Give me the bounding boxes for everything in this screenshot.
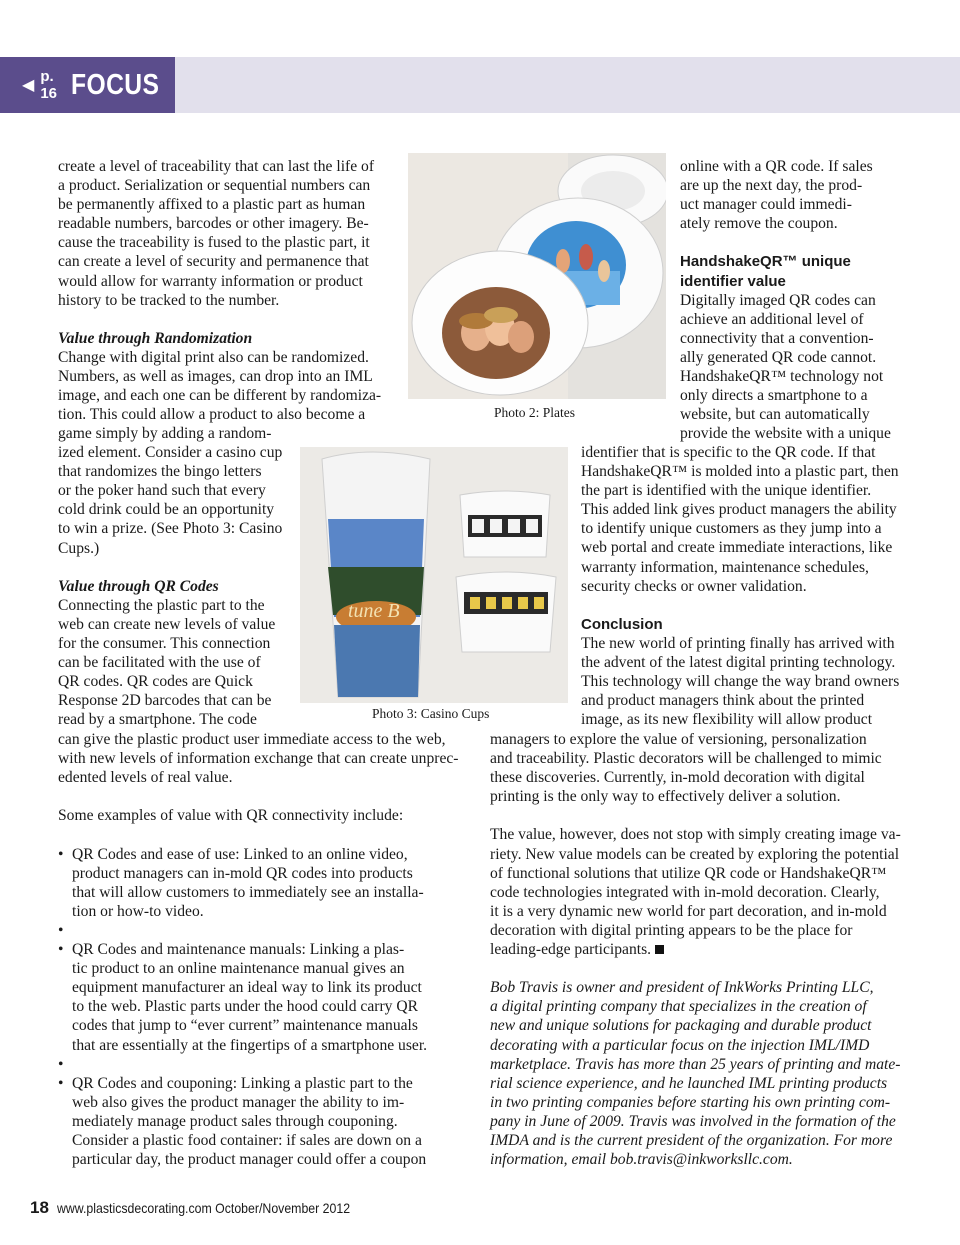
- list-item: [58, 1074, 471, 1169]
- text-line: • QR Codes and maintenance manuals: Linking a plas-: [72, 941, 405, 959]
- page-number: 18: [30, 1198, 49, 1217]
- text-line: a digital printing company that specializes in the creation of: [490, 998, 867, 1016]
- examples-intro: Some examples of value with QR connectivity include:: [58, 807, 404, 825]
- text-line: the part is identified with the unique identifier.: [581, 482, 872, 500]
- handshake-heading-line2: identifier value: [680, 272, 786, 290]
- text-line: • QR Codes and ease of use: Linked to an online video,: [72, 845, 408, 863]
- photo2-caption: Photo 2: Plates: [494, 405, 576, 420]
- text-line: or the poker hand such that every: [58, 482, 266, 500]
- text-line: product managers can in-mold QR codes into products: [72, 864, 413, 882]
- text-line: pany in June of 2009. Travis was involved in the formation of the: [490, 1112, 896, 1130]
- text-line: readable numbers, barcodes or other imagery. Be-: [58, 215, 369, 233]
- text-line: with new levels of information exchange that can create unprec-: [58, 750, 459, 768]
- text-line: game simply by adding a random-: [58, 425, 272, 442]
- text-line: are up the next day, the prod-: [680, 177, 863, 195]
- text-line: in two printing companies before starting his own printing com-: [490, 1093, 891, 1111]
- text-line: edented levels of real value.: [58, 769, 233, 787]
- text-line: tic product to an online maintenance manual gives an: [72, 960, 405, 978]
- text-line: ally generated QR code cannot.: [680, 348, 877, 366]
- qr-heading: Value through QR Codes: [58, 577, 219, 595]
- text-line: and traceability. Plastic decorators will be challenged to mimic: [490, 750, 882, 768]
- text-line: a product. Serialization or sequential numbers can: [58, 177, 371, 195]
- text-line: marketplace. Travis has more than 25 years of printing and mate-: [490, 1055, 901, 1073]
- text-line: Connecting the plastic part to the: [58, 596, 265, 614]
- text-line: be permanently affixed to a plastic part as human: [58, 196, 366, 214]
- text-line: achieve an additional level of: [680, 310, 864, 328]
- end-mark-icon: [655, 945, 664, 954]
- text-line: web also gives the product manager the ability to im-: [72, 1093, 405, 1111]
- text-line: codes that jump to “ever current” maintenance manuals: [72, 1017, 418, 1035]
- text-line: only directs a smartphone to a: [680, 387, 868, 405]
- text-line: identifier that is specific to the QR code. If that: [581, 444, 876, 461]
- text-line: connectivity that a convention-: [680, 329, 874, 347]
- text-line: This added link gives product managers the ability: [581, 501, 897, 519]
- text-line: warranty information, maintenance schedules,: [581, 558, 869, 576]
- text-line: cold drink could be an opportunity: [58, 501, 275, 519]
- right-column-top: [680, 157, 902, 443]
- text-line: ately remove the coupon.: [680, 215, 838, 233]
- text-line: code technologies integrated with in-mold decoration. Clearly,: [490, 883, 880, 901]
- text-line: online with a QR code. If sales: [680, 158, 873, 175]
- text-line: to the web. Plastic parts under the hood could carry QR: [72, 998, 419, 1016]
- text-line: decorating with a particular focus on the injection IML/IMD: [490, 1036, 870, 1054]
- text-line: • QR Codes and couponing: Linking a plastic part to the: [72, 1074, 413, 1092]
- text-line: tion. This could allow a product to also become a: [58, 406, 366, 424]
- right-column-bottom: [490, 730, 902, 1169]
- author-bio: [490, 978, 902, 1169]
- text-line: HandshakeQR™ technology not: [680, 368, 884, 386]
- casino-cups-illustration: [300, 447, 568, 703]
- text-line: of functional solutions that utilize QR code or HandshakeQR™: [490, 864, 887, 882]
- text-line: rial science experience, and he launched IML printing products: [490, 1074, 888, 1092]
- footer: [30, 1198, 390, 1218]
- text-line: that will allow customers to immediately see an installa-: [72, 883, 424, 901]
- text-line: can create a level of security and permanence that: [58, 253, 369, 271]
- text-line: web can create new levels of value: [58, 615, 276, 633]
- text-line: read by a smartphone. The code: [58, 711, 257, 729]
- text-line: cause the traceability is fused to the plastic part, it: [58, 234, 370, 252]
- text-line: security checks or owner validation.: [581, 577, 807, 595]
- text-line: and product managers think about the printed: [581, 692, 865, 710]
- text-line: Numbers, as well as images, can drop into an IML: [58, 368, 373, 386]
- text-line: ized element. Consider a casino cup: [58, 444, 283, 462]
- text-line: history to be tracked to the number.: [58, 291, 280, 309]
- left-column-top: [58, 157, 394, 424]
- list-item: [58, 845, 471, 921]
- text-line: new and unique solutions for packaging and durable product: [490, 1017, 872, 1035]
- text-line: image, as its new flexibility will allow product: [581, 711, 873, 729]
- text-line: Bob Travis is owner and president of InkWorks Printing LLC,: [490, 979, 874, 997]
- list-spacer: [58, 921, 471, 940]
- text-line: that are essentially at the fingertips of a smartphone user.: [72, 1036, 428, 1054]
- text-line: provide the website with a unique: [680, 425, 891, 443]
- text-line: would allow for warranty information or product: [58, 272, 363, 290]
- section-title: FOCUS: [71, 68, 160, 101]
- text-line: This technology will change the way brand owners: [581, 673, 900, 691]
- text-line: riety. New value models can be created by exploring the potential: [490, 845, 900, 863]
- text-line: information, email bob.travis@inkworksllc.com.: [490, 1151, 793, 1169]
- left-column-bottom: [58, 730, 471, 1169]
- text-line: decoration with digital printing appears to be the place for: [490, 921, 853, 939]
- text-line: Consider a plastic food container: if sales are down on a: [72, 1131, 422, 1149]
- text-line: The new world of printing finally has arrived with: [581, 634, 895, 652]
- text-line: mediately manage product sales through couponing.: [72, 1112, 398, 1130]
- text-line-end: leading-edge participants.: [490, 941, 652, 959]
- left-arrow-icon[interactable]: ◀: [22, 77, 35, 94]
- photo3-caption: Photo 3: Casino Cups: [372, 706, 490, 721]
- handshake-heading: HandshakeQR™ unique: [680, 253, 851, 271]
- text-line: to win a prize. (See Photo 3: Casino: [58, 520, 283, 538]
- text-line: that randomizes the bingo letters: [58, 463, 262, 481]
- text-line: printing is the only way to effectively deliver a solution.: [490, 788, 841, 806]
- text-line: can be facilitated with the use of: [58, 654, 261, 672]
- text-line: Response 2D barcodes that can be: [58, 692, 272, 710]
- text-line: for the consumer. This connection: [58, 635, 271, 653]
- conclusion-heading: Conclusion: [581, 615, 663, 633]
- examples-list: [58, 845, 471, 1170]
- text-line: The value, however, does not stop with simply creating image va-: [490, 826, 901, 844]
- text-line: managers to explore the value of versioning, personalization: [490, 731, 867, 748]
- text-line: web portal and create immediate interactions, like: [581, 539, 893, 557]
- randomization-heading: Value through Randomization: [58, 329, 253, 347]
- text-line: these discoveries. Currently, in-mold decoration with digital: [490, 769, 865, 787]
- left-column-narrow: [58, 424, 288, 730]
- plates-photo: [408, 153, 666, 399]
- text-line: tion or how-to video.: [72, 902, 204, 920]
- text-line: create a level of traceability that can last the life of: [58, 158, 375, 175]
- text-line: can give the plastic product user immediate access to the web,: [58, 731, 446, 748]
- svg-text:tune B: tune B: [348, 600, 400, 622]
- text-line: [490, 940, 902, 959]
- text-line: particular day, the product manager could offer a coupon: [72, 1151, 427, 1169]
- text-line: the advent of the latest digital printing technology.: [581, 654, 896, 672]
- text-line: image, and each one can be different by randomiza-: [58, 387, 382, 405]
- list-spacer: [58, 1055, 471, 1074]
- footer-text[interactable]: www.plasticsdecorating.com October/November 2012: [56, 1200, 351, 1216]
- text-line: Cups.): [58, 539, 100, 557]
- text-line: Change with digital print also can be randomized.: [58, 348, 369, 366]
- text-line: Digitally imaged QR codes can: [680, 291, 876, 309]
- section-tab[interactable]: [0, 57, 175, 113]
- right-column-middle: [581, 443, 902, 729]
- plates-illustration: [408, 153, 666, 399]
- text-line: it is a very dynamic new world for part decoration, and in-mold: [490, 902, 887, 920]
- text-line: equipment manufacturer an ideal way to link its product: [72, 979, 422, 997]
- text-line: HandshakeQR™ is molded into a plastic part, then: [581, 463, 899, 481]
- text-line: QR codes. QR codes are Quick: [58, 673, 253, 691]
- text-line: website, but can automatically: [680, 406, 870, 424]
- page-reference[interactable]: p. 16: [40, 68, 57, 102]
- casino-cups-photo: [300, 447, 568, 703]
- text-line: IMDA and is the current president of the organization. For more: [490, 1131, 893, 1149]
- text-line: uct manager could immedi-: [680, 196, 852, 214]
- list-item: [58, 940, 471, 1055]
- text-line: to identify unique customers as they jump into a: [581, 520, 882, 538]
